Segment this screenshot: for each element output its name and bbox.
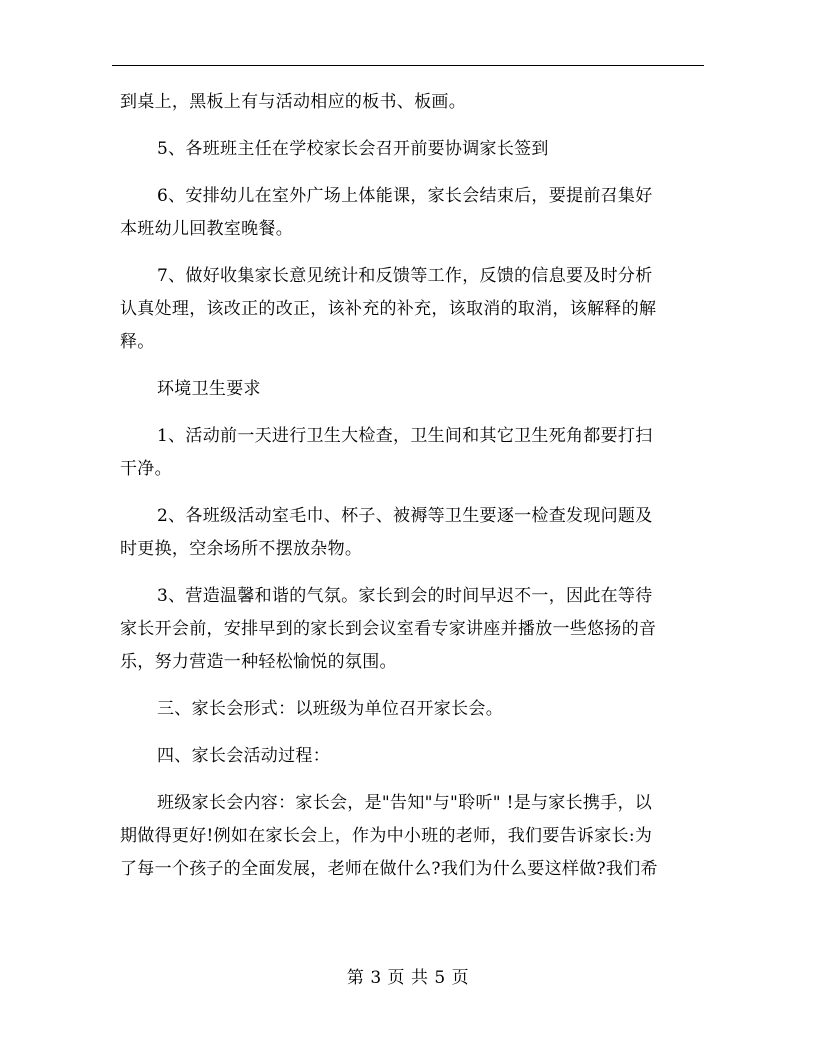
paragraph-line: 释。 [120, 332, 155, 352]
paragraph-line: 乐，努力营造一种轻松愉悦的氛围。 [120, 652, 397, 672]
paragraph [120, 740, 705, 773]
paragraph [120, 373, 705, 406]
page-number-footer: 第 3 页 共 5 页 [346, 968, 470, 988]
paragraph [120, 693, 705, 726]
header-rule [112, 65, 704, 66]
paragraph [120, 180, 705, 246]
paragraph-line: 认真处理，该改正的改正，该补充的补充，该取消的取消，该解释的解 [120, 299, 657, 319]
paragraph-line: 1、活动前一天进行卫生大检查，卫生间和其它卫生死角都要打扫 [157, 426, 653, 446]
paragraph [120, 580, 705, 679]
paragraph-line: 3、营造温馨和谐的气氛。家长到会的时间早迟不一，因此在等待 [157, 586, 653, 606]
paragraph [120, 500, 705, 566]
paragraph-line: 到桌上，黑板上有与活动相应的板书、板画。 [120, 92, 466, 112]
paragraph [120, 787, 705, 886]
paragraph-line: 了每一个孩子的全面发展，老师在做什么?我们为什么要这样做?我们希 [120, 859, 658, 879]
paragraph [120, 260, 705, 359]
paragraph-line: 三、家长会形式：以班级为单位召开家长会。 [157, 699, 503, 719]
paragraph-line: 本班幼儿回教室晚餐。 [120, 219, 293, 239]
paragraph-line: 干净。 [120, 459, 172, 479]
paragraph-line: 6、安排幼儿在室外广场上体能课，家长会结束后，要提前召集好 [157, 186, 653, 206]
paragraph-line: 期做得更好!例如在家长会上，作为中小班的老师，我们要告诉家长:为 [120, 826, 653, 846]
document-body [120, 86, 705, 886]
paragraph-line: 四、家长会活动过程： [157, 746, 330, 766]
paragraph [120, 86, 705, 119]
paragraph [120, 420, 705, 486]
paragraph-line: 家长开会前，安排早到的家长到会议室看专家讲座并播放一些悠扬的音 [120, 619, 657, 639]
paragraph-line: 班级家长会内容：家长会，是"告知"与"聆听" !是与家长携手，以 [157, 793, 653, 813]
paragraph-line: 时更换，空余场所不摆放杂物。 [120, 539, 363, 559]
paragraph-line: 5、各班班主任在学校家长会召开前要协调家长签到 [157, 139, 549, 159]
paragraph [120, 133, 705, 166]
paragraph-line: 2、各班级活动室毛巾、杯子、被褥等卫生要逐一检查发现问题及 [157, 506, 653, 526]
paragraph-line: 环境卫生要求 [157, 379, 261, 399]
paragraph-line: 7、做好收集家长意见统计和反馈等工作，反馈的信息要及时分析 [157, 266, 653, 286]
